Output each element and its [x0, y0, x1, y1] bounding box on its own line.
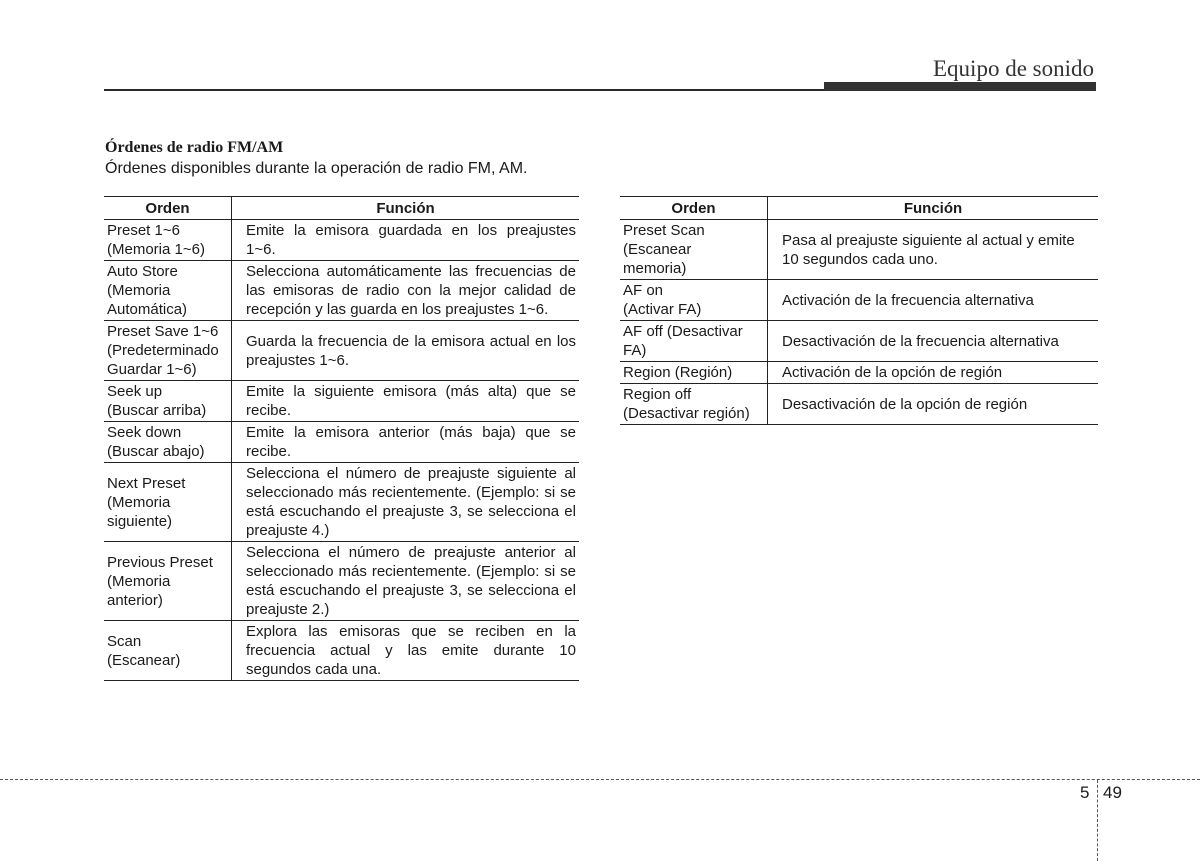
table-row: [104, 542, 579, 621]
orden-line: (Activar FA): [623, 301, 702, 318]
table-row: [104, 381, 579, 422]
orden-cell: [104, 220, 232, 261]
table-row: [620, 321, 1098, 362]
header-rule: [104, 89, 824, 91]
table-header-row: [620, 197, 1098, 220]
orden-line: Guardar 1~6): [107, 361, 197, 378]
orden-cell: [104, 381, 232, 422]
orden-line: (Escanear): [107, 651, 181, 669]
orden-line: (Memoria: [107, 282, 171, 299]
orden-line: Preset Save 1~6: [107, 323, 219, 340]
table-header-row: [104, 197, 579, 220]
orden-line: Preset 1~6: [107, 222, 180, 239]
orden-cell: [620, 384, 768, 425]
section-subtitle: Órdenes disponibles durante la operación de radio FM, AM.: [105, 160, 528, 177]
table-row: [620, 280, 1098, 321]
table-row: [620, 220, 1098, 280]
orden-line: FA): [623, 342, 647, 359]
funcion-cell: Activación de la opción de región: [768, 362, 1099, 384]
orden-line: Automática): [107, 301, 188, 318]
orden-line: (Memoria: [107, 572, 171, 590]
funcion-cell: Pasa al preajuste siguiente al actual y emite 10 segundos cada uno.: [768, 220, 1099, 280]
orden-line: (Predeterminado: [107, 342, 219, 359]
funcion-cell: Emite la siguiente emisora (más alta) que se recibe.: [232, 381, 580, 422]
orden-cell: [104, 621, 232, 681]
section-title: Órdenes de radio FM/AM: [105, 139, 284, 156]
orden-cell: [104, 321, 232, 381]
orden-line: Next Preset: [107, 474, 186, 492]
chapter-number: 5: [1080, 783, 1090, 802]
orden-line: anterior): [107, 591, 163, 609]
table-row: [104, 261, 579, 321]
orden-line: Region off: [623, 386, 692, 403]
orden-line: Previous Preset: [107, 553, 213, 571]
orden-line: AF off (Desactivar: [623, 323, 743, 340]
funcion-cell: Selecciona automáticamente las frecuencias de las emisoras de radio con la mejor calidad de recepción y las guarda en los preajustes 1~6.: [232, 261, 580, 321]
header-title: Equipo de sonido: [933, 56, 1094, 81]
table-row: [104, 220, 579, 261]
orden-line: (Memoria: [107, 493, 171, 511]
orden-cell: [104, 261, 232, 321]
funcion-cell: Emite la emisora guardada en los preajustes 1~6.: [232, 220, 580, 261]
funcion-cell: Selecciona el número de preajuste siguiente al seleccionado más recientemente. (Ejemplo: si se está escuchando el preajuste 3, se selecciona el preajuste 4.): [232, 463, 580, 542]
funcion-cell: Activación de la frecuencia alternativa: [768, 280, 1099, 321]
column-header-orden: Orden: [620, 197, 768, 220]
footer-vertical-divider: [1097, 780, 1098, 861]
orden-line: (Memoria 1~6): [107, 241, 205, 258]
column-header-funcion: Función: [768, 197, 1099, 220]
orden-line: (Buscar arriba): [107, 402, 207, 419]
radio-commands-table-right: [620, 196, 1098, 425]
orden-line: Seek up: [107, 383, 163, 400]
funcion-cell: Emite la emisora anterior (más baja) que se recibe.: [232, 422, 580, 463]
funcion-cell: Selecciona el número de preajuste anterior al seleccionado más recientemente. (Ejemplo: si se está escuchando el preajuste 3, se selecciona el preajuste 2.): [232, 542, 580, 621]
orden-line: Scan: [107, 632, 142, 650]
orden-cell: [620, 280, 768, 321]
funcion-cell: Explora las emisoras que se reciben en la frecuencia actual y las emite durante 10 segundos cada una.: [232, 621, 580, 681]
table-row: [104, 422, 579, 463]
funcion-cell: Desactivación de la opción de región: [768, 384, 1099, 425]
orden-cell: [620, 220, 768, 280]
orden-cell: [104, 422, 232, 463]
orden-line: memoria): [623, 260, 687, 277]
table-row: [104, 621, 579, 681]
header-rule-accent: [824, 82, 1096, 91]
funcion-cell: Guarda la frecuencia de la emisora actual en los preajustes 1~6.: [232, 321, 580, 381]
orden-line: Auto Store: [107, 263, 178, 280]
column-header-funcion: Función: [232, 197, 580, 220]
orden-cell: [104, 542, 232, 621]
column-header-orden: Orden: [104, 197, 232, 220]
orden-line: siguiente): [107, 512, 173, 530]
radio-commands-table-left: [104, 196, 579, 681]
orden-line: Preset Scan: [623, 222, 705, 239]
page-number: 49: [1103, 783, 1122, 802]
orden-cell: [620, 362, 768, 384]
orden-line: Region (Región): [623, 364, 733, 381]
orden-line: (Escanear: [623, 241, 692, 258]
table-row: [620, 362, 1098, 384]
orden-line: AF on: [623, 282, 664, 299]
table-row: [620, 384, 1098, 425]
orden-line: Seek down: [107, 424, 182, 441]
orden-cell: [620, 321, 768, 362]
footer-divider: [0, 779, 1200, 780]
funcion-cell: Desactivación de la frecuencia alternativa: [768, 321, 1099, 362]
orden-cell: [104, 463, 232, 542]
orden-line: (Buscar abajo): [107, 443, 205, 460]
table-row: [104, 321, 579, 381]
table-row: [104, 463, 579, 542]
orden-line: (Desactivar región): [623, 405, 750, 422]
